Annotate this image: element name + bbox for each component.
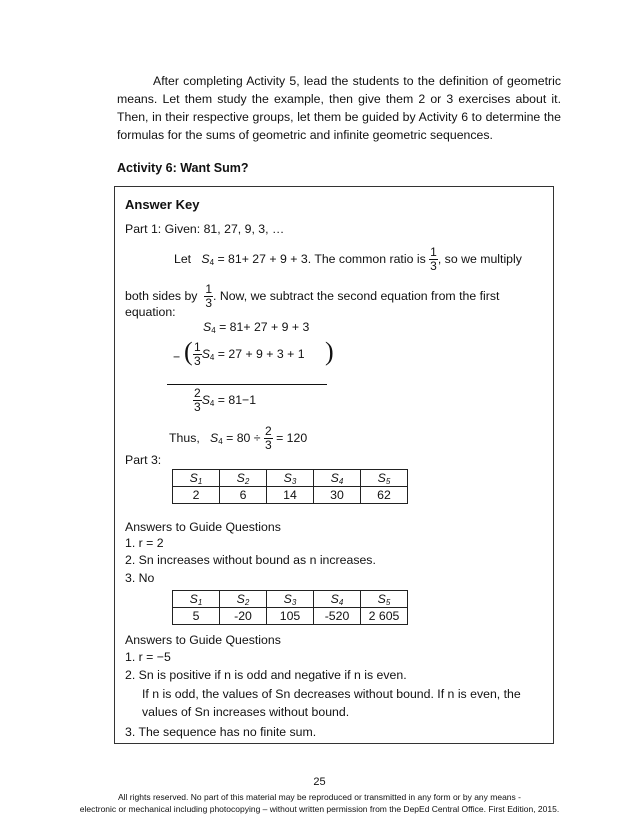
guide1-item-1: 1. r = 2: [125, 536, 164, 550]
footer-line-2: electronic or mechanical including photocopying – without written permission from the DepEd Central Office. First Edition, 2015.: [79, 804, 560, 814]
let-line: [174, 246, 522, 273]
fraction-one-third: $\frac{1}{3}$: [430, 245, 437, 273]
footer-line-1: All rights reserved. No part of this material may be reproduced or transmitted in any form or by any means -: [118, 792, 521, 802]
multiply-text: , so we multiply: [437, 251, 522, 266]
guide1-title: Answers to Guide Questions: [125, 520, 281, 534]
let-expression: = 81+ 27 + 9 + 3.: [217, 251, 312, 266]
both-sides-text: both sides by: [125, 288, 198, 303]
fraction-one-third-2: $\frac{1}{3}$: [205, 282, 212, 310]
thus-line: Thus, $S_4 = 80$ ÷ $\frac{2}{3}$ = 120: [169, 424, 308, 452]
table1-value-2: 6: [220, 487, 267, 504]
guide2-item-3: 3. The sequence has no finite sum.: [125, 725, 317, 739]
equation-2: $\frac{1}{3}$ $S_4 = 27 + 9 + 3 + 1$: [194, 340, 305, 368]
table2-header-4: $S_4$: [314, 591, 361, 608]
subtraction-rule: [167, 384, 327, 385]
both-sides-line: [125, 283, 499, 310]
subtract-text: . Now, we subtract the second equation from the first: [213, 288, 500, 303]
guide2-item-2-cont2: values of Sn increases without bound.: [142, 705, 350, 719]
answer-key-box: [114, 186, 554, 744]
equation-3: $\frac{2}{3}$ $S_4 = 81-1$: [194, 386, 257, 414]
s4-symbol: S: [201, 251, 210, 266]
table1-value-4: 30: [314, 487, 361, 504]
table1-value-1: 2: [173, 487, 220, 504]
guide2-item-1: 1. r = −5: [125, 650, 171, 664]
part3-label: Part 3:: [125, 453, 162, 467]
guide1-item-2: 2. Sn increases without bound as n increases.: [125, 553, 376, 567]
sums-table-1: [172, 469, 408, 504]
table2-header-2: $S_2$: [220, 591, 267, 608]
s4-sub: 4: [209, 257, 215, 267]
table1-header-1: $S_1$: [173, 470, 220, 487]
sums-table-2: [172, 590, 408, 625]
table1-header-4: $S_4$: [314, 470, 361, 487]
table2-value-5: 2 605: [361, 608, 408, 625]
equation-1: $S_4 = 81+ 27 + 9 + 3$: [203, 320, 310, 335]
table1-value-5: 62: [361, 487, 408, 504]
table2-value-1: 5: [173, 608, 220, 625]
part1-given: Part 1: Given: 81, 27, 9, 3, …: [125, 222, 285, 236]
guide2-item-2-cont: If n is odd, the values of Sn decreases without bound. If n is even, the: [142, 687, 521, 701]
equation-2-minus: −: [173, 350, 181, 364]
table1-header-3: $S_3$: [267, 470, 314, 487]
table2-header-5: $S_5$: [361, 591, 408, 608]
guide2-title: Answers to Guide Questions: [125, 633, 281, 647]
let-word: Let: [174, 251, 192, 266]
table2-value-4: -520: [314, 608, 361, 625]
table1-header-5: $S_5$: [361, 470, 408, 487]
table2-value-3: 105: [267, 608, 314, 625]
table2-value-2: -20: [220, 608, 267, 625]
table2-header-1: $S_1$: [173, 591, 220, 608]
page-number: 25: [313, 776, 326, 788]
table1-value-3: 14: [267, 487, 314, 504]
activity-title: Activity 6: Want Sum?: [117, 161, 249, 175]
table2-header-3: $S_3$: [267, 591, 314, 608]
left-paren: (: [184, 337, 193, 366]
guide2-item-2: 2. Sn is positive if n is odd and negative if n is even.: [125, 668, 407, 682]
equation-word: equation:: [125, 305, 176, 319]
guide1-item-3: 3. No: [125, 571, 155, 585]
right-paren: ): [325, 337, 334, 366]
intro-paragraph: After completing Activity 5, lead the students to the definition of geometric means. Let them study the example, then give them 2 or 3 exercises about it. Then, in their respective groups, let them be guided by Activity 6 to determine the formulas for the sums of geometric and infinite geometric sequences.: [117, 74, 561, 142]
ratio-text: The common ratio is: [314, 251, 426, 266]
table1-header-2: $S_2$: [220, 470, 267, 487]
answer-key-title: Answer Key: [125, 197, 200, 212]
